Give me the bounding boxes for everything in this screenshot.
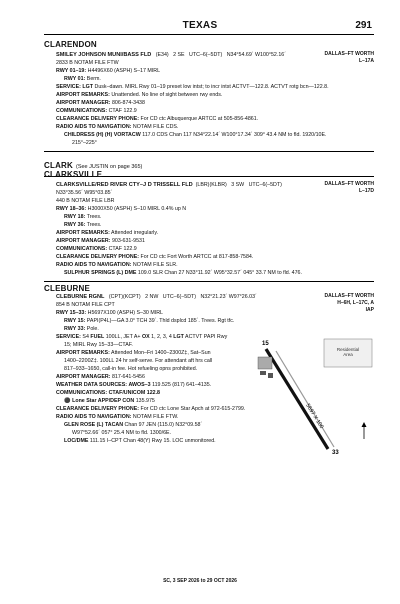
remarks-label: AIRPORT REMARKS: [56, 350, 110, 356]
runway-value: H4496X60 (ASPH) S–17 MIRL [87, 68, 161, 74]
coordinates-line: N33°35.56´ W95°03.85´ [56, 190, 113, 196]
runway-15-label: 15 [262, 341, 269, 347]
header-rule [44, 34, 374, 35]
runway-end-value: Trees. [86, 222, 102, 228]
oxygen-label: OX [142, 334, 150, 340]
runway-label: RWY 01–19: [56, 68, 87, 74]
runway-end-line [64, 317, 252, 325]
remarks-value: Unattended. No line of sight between rwy ends. [111, 92, 223, 98]
airport-location: 3 SW [231, 182, 245, 188]
oxygen-value: 1, 2, 3, 4 [151, 334, 172, 340]
radio-aids-label: RADIO AIDS TO NAVIGATION: [56, 262, 132, 268]
airport-name[interactable]: CLARKSVILLE/RED RIVER CTY–J D TRISSELL FLD [56, 182, 193, 188]
communications-value: CTAF 122.9 [108, 246, 137, 252]
radio-aids-label: RADIO AIDS TO NAVIGATION: [56, 414, 132, 420]
radio-aids-line [56, 123, 374, 131]
manager-label: AIRPORT MANAGER: [56, 238, 111, 244]
elevation-line: 2833 B NOTAM FILE FTW [56, 60, 119, 66]
approach-value: 135.975 [135, 398, 155, 404]
runway-end-value: Pole. [86, 326, 99, 332]
page-header [0, 0, 400, 36]
service-label: SERVICE: [56, 334, 81, 340]
lighting-label: LGT [173, 334, 184, 340]
residential-area-label: Residential Area [336, 347, 360, 357]
remarks-value: Attended Mon–Fri 1400–2300Z‡, Sat–Sun [111, 350, 211, 356]
clearance-value: For CD ctc Fort Worth ARTCC at 817-858-7584. [140, 254, 254, 260]
remarks-continuation: 1400–2200Z‡. 100LL 24 hr self-serve. For attendant aft hrs call [64, 358, 213, 364]
airport-location: 2 NW [145, 294, 159, 300]
see-reference[interactable]: (See JUSTIN on page 365) [76, 164, 143, 170]
runway-line [56, 205, 374, 213]
approach-label: Lone Star APP/DEP CON [72, 398, 135, 404]
radio-aids-line [56, 413, 252, 421]
iap-tag[interactable]: IAP [365, 307, 374, 313]
north-arrow-head-icon [362, 422, 367, 427]
city-heading-clarendon: CLARENDON [44, 40, 97, 49]
communications-line [56, 389, 252, 397]
runway-line [56, 309, 252, 317]
manager-value: 817-641-5456 [111, 374, 145, 380]
runway-end-value: Berm. [86, 76, 101, 82]
runway-end-label: RWY 01: [64, 76, 86, 82]
radio-aids-value: NOTAM FILE SLR. [132, 262, 178, 268]
remarks-label: AIRPORT REMARKS: [56, 92, 110, 98]
manager-line [56, 237, 374, 245]
communications-line [56, 245, 374, 253]
runway-end-label: RWY 33: [64, 326, 86, 332]
runway-end-value: PAPI(P4L)—GA 3.0° TCH 39´. Thld dsplcd 185´. Trees. Rgt tfc. [86, 318, 235, 324]
service-line [56, 83, 374, 91]
clearance-line [56, 115, 374, 123]
service-continuation: 15; MIRL Rwy 15–33—CTAF. [64, 342, 133, 348]
clearance-label: CLEARANCE DELIVERY PHONE: [56, 254, 139, 260]
remarks-continuation: 817–933–1650, call-in fee. Hot refueling opns prohibited. [64, 366, 198, 372]
city-heading-clark [44, 161, 142, 170]
chart-name: DALLAS–FT WORTH [324, 181, 374, 187]
remarks-line [56, 229, 374, 237]
navaid-continuation: 215°–225° [72, 140, 97, 146]
fuel-label: FUEL [90, 334, 105, 340]
manager-line [56, 373, 252, 381]
navaid-label: GLEN ROSE (L) TACAN [64, 422, 124, 428]
lighting-label: LGT [82, 84, 94, 90]
hangar-building [260, 371, 266, 375]
runway-label: RWY 15–33: [56, 310, 87, 316]
remarks-value: Attended irregularly. [111, 230, 159, 236]
runway-end-label: RWY 15: [64, 318, 86, 324]
radio-aids-value: NOTAM FILE CDS. [132, 124, 179, 130]
runway-dimensions-label: 5697 X 100 [304, 402, 325, 430]
weather-value: 119.525 (817) 641–4135. [152, 382, 212, 388]
utc-offset: UTC–6(–5DT) [189, 52, 223, 58]
navaid-continuation: W97°52.66´ 057° 25.4 NM to fld. 1300/6E. [72, 430, 172, 436]
airport-id: (CPT)(KCPT) [108, 294, 141, 300]
clearance-label: CLEARANCE DELIVERY PHONE: [56, 406, 139, 412]
chart-code: L–17A [358, 58, 374, 64]
elevation-line: 440 B NOTAM FILE LBR [56, 198, 115, 204]
navaid-label: SULPHUR SPRINGS (L) DME [64, 270, 137, 276]
runway-end-value: Trees. [86, 214, 102, 220]
clearance-line [56, 405, 252, 413]
runway-line [56, 67, 374, 75]
page-number: 291 [355, 20, 372, 31]
communications-label: COMMUNICATIONS: [56, 108, 108, 114]
manager-value: 806-874-3438 [111, 100, 145, 106]
manager-label: AIRPORT MANAGER: [56, 374, 111, 380]
runway-value: H3000X50 (ASPH) S–10 MIRL 0.4% up N [87, 206, 187, 212]
utc-offset: UTC–6(–5DT) [162, 294, 197, 300]
elevation-line: 854 B NOTAM FILE CPT [56, 302, 115, 308]
remarks-label: AIRPORT REMARKS: [56, 230, 110, 236]
city-heading-cleburne: CLEBURNE [44, 284, 91, 293]
approach-marker-icon: ⚫ [64, 398, 71, 404]
radio-aids-label: RADIO AIDS TO NAVIGATION: [56, 124, 132, 130]
fuel-value: 100LL, JET A+ [105, 334, 141, 340]
service-value: Dusk–dawn. MIRL Rwy 01–19 preset low intst; to incr intst ACTVT—122.8. ACTVT rotg bcn—122.8. [94, 84, 329, 90]
approach-line [64, 397, 252, 405]
city-name: CLARK [44, 161, 73, 170]
communications-value: CTAF/UNICOM 122.8 [108, 390, 161, 396]
airport-name[interactable]: SMILEY JOHNSON MUNI/BASS FLD [56, 52, 152, 58]
communications-line [56, 107, 374, 115]
navaid-line [64, 421, 252, 429]
city-heading-clarksville: CLARKSVILLE [44, 170, 103, 179]
navaid-value: 109.0 SLR Chan 27 N33°11.92´ W95°32.57´ 045° 33.7 NM to fld. 476. [137, 270, 302, 276]
service-label: SERVICE: [56, 84, 81, 90]
chart-name: DALLAS–FT WORTH [324, 293, 374, 299]
communications-label: COMMUNICATIONS: [56, 390, 108, 396]
runway-label: RWY 18–36: [56, 206, 87, 212]
entry-divider [44, 151, 374, 152]
entry-divider [44, 281, 374, 282]
service-line [56, 333, 252, 341]
effective-dates-footer: SC, 3 SEP 2026 to 29 OCT 2026 [163, 578, 237, 584]
localizer-label: LOC/DME [64, 438, 89, 444]
runway-end-line [64, 221, 374, 229]
clearance-value: For CD ctc Lone Star Apch at 972-615-2799. [140, 406, 246, 412]
awos-label: AWOS–3 [128, 382, 151, 388]
utc-offset: UTC–6(–5DT) [248, 182, 282, 188]
airport-diagram [254, 335, 374, 455]
weather-line [56, 381, 252, 389]
radio-aids-value: NOTAM FILE FTW. [132, 414, 179, 420]
clearance-value: For CD ctc Albuquerque ARTCC at 505-856-4861. [140, 116, 259, 122]
navaid-value: 117.0 CDS Chan 117 N34°22.14´ W100°17.34´ 309° 43.4 NM to fld. 1920/10E. [142, 132, 327, 138]
hangar-building [268, 373, 273, 378]
runway-end-label: RWY 18: [64, 214, 86, 220]
navaid-value: Chan 97 JEN (115.0) N32°09.58´ [124, 422, 203, 428]
manager-value: 903-631-9531 [111, 238, 145, 244]
service-class: S4 [82, 334, 89, 340]
communications-label: COMMUNICATIONS: [56, 246, 108, 252]
communications-value: CTAF 122.9 [108, 108, 137, 114]
localizer-value: 111.15 I–CPT Chan 48(Y) Rwy 15. LOC unmonitored. [89, 438, 216, 444]
airport-id: (LBR)(KLBR) [195, 182, 227, 188]
navaid-line [64, 131, 374, 139]
manager-label: AIRPORT MANAGER: [56, 100, 111, 106]
ramp-area [258, 357, 272, 369]
airport-location: 2 SE [173, 52, 185, 58]
chart-code: H–6H, L–17C, A [337, 300, 374, 306]
clearance-line [56, 253, 374, 261]
lighting-value: ACTVT PAPI Rwy [185, 334, 228, 340]
runway-end-label: RWY 36: [64, 222, 86, 228]
coordinates: N34°54.69´ W100°52.16´ [226, 52, 287, 58]
remarks-line [56, 91, 374, 99]
remarks-line [56, 349, 252, 357]
runway-end-line [64, 75, 374, 83]
manager-line [56, 99, 374, 107]
navaid-line [64, 269, 374, 277]
airport-name[interactable]: CLEBURNE RGNL [56, 294, 105, 300]
coordinates: N32°21.23´ W97°26.03´ [200, 294, 257, 300]
runway-15-33 [266, 349, 328, 449]
clearance-label: CLEARANCE DELIVERY PHONE: [56, 116, 139, 122]
runway-end-line [64, 213, 374, 221]
weather-label: WEATHER DATA SOURCES: [56, 382, 128, 388]
state-title: TEXAS [182, 20, 218, 31]
chart-code: L–17D [358, 188, 374, 194]
airport-id: (E34) [155, 52, 169, 58]
runway-end-line [64, 325, 252, 333]
runway-33-label: 33 [332, 450, 339, 455]
chart-name: DALLAS–FT WORTH [324, 51, 374, 57]
navaid-label: CHILDRESS (H) (H) VORTACW [64, 132, 141, 138]
runway-value: H5697X100 (ASPH) S–30 MIRL [87, 310, 163, 316]
radio-aids-line [56, 261, 374, 269]
airport-diagram-svg [254, 335, 374, 455]
